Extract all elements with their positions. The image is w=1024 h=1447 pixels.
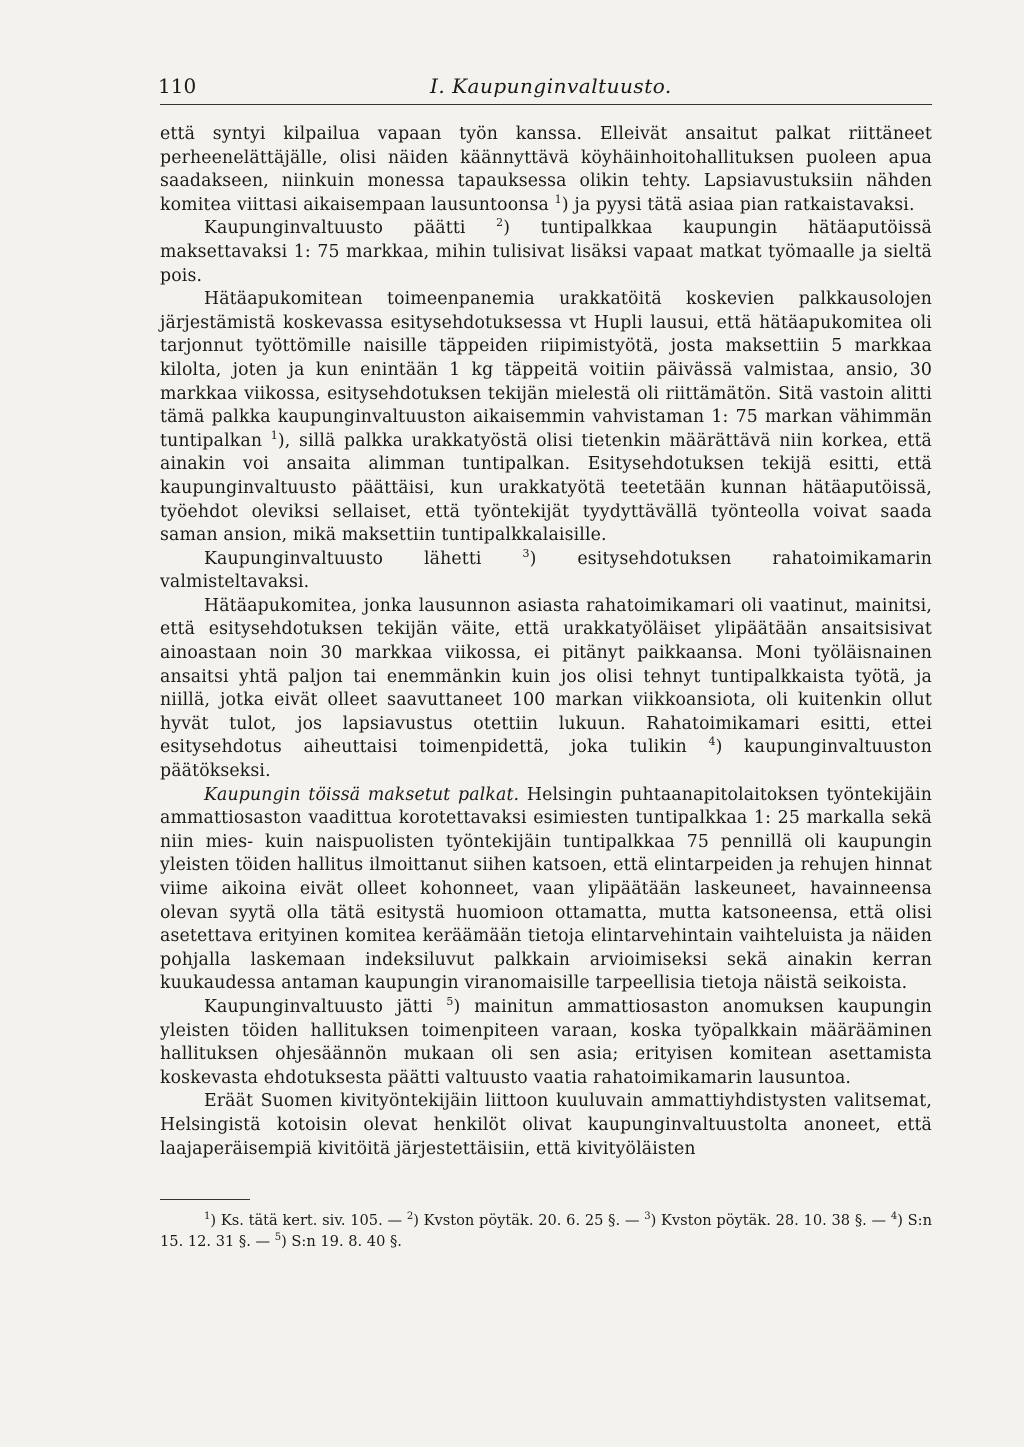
footnote-ref: 3 <box>522 546 530 560</box>
footnotes <box>160 1210 932 1252</box>
paragraph-text: ) esitysehdotuksen rahatoimikamarin valmisteltavaksi. <box>160 548 932 593</box>
footnote-ref: 1 <box>554 193 562 207</box>
document-page <box>160 72 932 1402</box>
paragraph-text: ) ja pyysi tätä asiaa pian ratkaistavaksi. <box>561 194 915 215</box>
footnote-text: ) S:n 19. 8. 40 §. <box>281 1233 402 1251</box>
running-title: I. Kaupunginvaltuusto. <box>430 74 672 98</box>
page-header <box>160 72 932 105</box>
paragraph <box>160 1090 932 1161</box>
paragraph-text: Hätäapukomitea, jonka lausunnon asiasta rahatoimikamari oli vaatinut, mainitsi, että esitysehdotuksen tekijän väite, että urakkatyöläiset ylipäätään ansaitsisivat ainoastaan noin 30 markkaa viikossa, ei pitänyt paikkaansa. Moni työläisnainen ansaitsi yhtä paljon tai enemmänkin kuin jos olisi tehnyt tuntipalkkaista työtä, ja niillä, jotka eivät olleet saavuttaneet 100 markan viikkoansiota, oli kuitenkin ollut hyvät tulot, jos lapsiavustus otettiin lukuun. Rahatoimikamari esitti, ettei esitysehdotus aiheuttaisi toimenpidettä, joka tulikin <box>160 595 932 758</box>
footnote-text: ) S:n 15. 12. 31 §. — <box>160 1212 932 1251</box>
paragraph-text: ) tuntipalkkaa kaupungin hätäaputöissä maksettavaksi 1: 75 markkaa, mihin tulisivat lisäksi vapaat matkat työmaalle ja sieltä pois. <box>160 218 933 286</box>
footnote-ref: 3 <box>644 1211 651 1223</box>
paragraph-text: Helsingin puhtaanapitolaitoksen työntekijäin ammattiosaston vaadittua korotettavaksi esimiesten tuntipalkkaa 1: 25 markalla sekä niin mies- kuin naispuolisten työntekijäin tuntipalkkaa 75 pennillä oli kaupungin yleisten töiden hallitus ilmoittanut siihen katsoen, että elintarpeiden ja rehujen hinnat viime aikoina eivät olleet kohonneet, vaan ylipäätään laskeuneet, havainneensa olevan syytä olla tätä esitystä huomioon ottamatta, mutta katsoneensa, että olisi asetettava erityinen komitea keräämään tietoja elintarvehintain vaihteluista ja näiden pohjalla laskemaan indeksiluvut palkkain arvioimiseksi sekä ainakin kerran kuukaudessa antaman kaupungin viranomaisille tarpeellisia tietoja näistä seikoista. <box>160 784 932 994</box>
paragraph-text: ) mainitun ammattiosaston anomuksen kaupungin yleisten töiden hallituksen toimenpiteen varaan, koska työpalkkain määrääminen hallituksen ohjesäännön mukaan oli sen asia; erityisen komitean asettamista koskevasta ehdotuksesta päätti valtuusto vaatia rahatoimikamarin lausuntoa. <box>160 996 932 1088</box>
paragraph-text: Eräät Suomen kivityöntekijäin liittoon kuuluvain ammattiyhdistysten valitsemat, Helsingistä kotoisin olevat henkilöt olivat kaupunginvaltuustolta anoneet, että laajaperäisempiä kivitöitä järjestettäisiin, että kivityöläisten <box>160 1091 932 1159</box>
footnote-text: ) Kvston pöytäk. 20. 6. 25 §. — <box>413 1212 645 1230</box>
body-text <box>160 123 932 1161</box>
footnote-ref: 2 <box>406 1211 414 1223</box>
footnote-ref: 4 <box>708 735 716 749</box>
footnote-ref: 5 <box>274 1232 282 1244</box>
paragraph-text: Kaupunginvaltuusto lähetti <box>204 548 523 569</box>
paragraph-text: ), sillä palkka urakkatyöstä olisi tietenkin määrättävä niin korkea, että ainakin voi ansaita alimman tuntipalkan. Esitysehdotuksen tekijä esitti, että kaupunginvaltuusto päättäisi, kun urakkatyötä teetetään kunnan hätäaputöissä, työehdot oleviksi sellaiset, että työntekijät tyydyttävällä työnteolla voivat saada saman ansion, mikä maksettiin tuntipalkkalaisille. <box>160 430 932 546</box>
footnote-rule <box>160 1199 250 1200</box>
paragraph-text: Kaupunginvaltuusto jätti <box>204 996 447 1017</box>
footnote-ref: 2 <box>496 216 504 230</box>
paragraph <box>160 123 932 217</box>
paragraph-text: Hätäapukomitean toimeenpanemia urakkatöitä koskevien palkkausolojen järjestämistä koskevassa esitysehdotuksessa vt Hupli lausui, että hätäapukomitea oli tarjonnut työttömille naisille täppeiden riipimistyötä, josta maksettiin 5 markkaa kilolta, joten ja kun enintään 1 kg täppeitä voitiin päivässä valmistaa, ansio, 30 markkaa viikossa, esitysehdotuksen tekijän mielestä oli riittämätön. Sitä vastoin alitti tämä palkka kaupunginvaltuuston aikaisemmin vahvistaman 1: 75 markan vähimmän tuntipalkan <box>160 289 932 451</box>
footnote-ref: 1 <box>204 1211 211 1223</box>
footnote-ref: 4 <box>890 1211 898 1223</box>
paragraph <box>160 784 932 996</box>
paragraph <box>160 288 932 548</box>
footnote-ref: 1 <box>270 428 278 442</box>
section-heading: Kaupungin töissä maksetut palkat. <box>204 784 520 805</box>
paragraph <box>160 217 932 288</box>
paragraph <box>160 595 932 784</box>
paragraph-text: Kaupunginvaltuusto päätti <box>204 218 497 239</box>
footnote-text: ) Ks. tätä kert. siv. 105. — <box>210 1212 407 1230</box>
paragraph-text: ) kaupunginvaltuuston päätökseksi. <box>160 737 932 782</box>
paragraph <box>160 548 932 595</box>
paragraph-text: että syntyi kilpailua vapaan työn kanssa. Elleivät ansaitut palkat riittäneet perheenelättäjälle, olisi näiden käännyttävä köyhäinhoitohallituksen puoleen apua saadakseen, niinkuin monessa tapauksessa olikin tehty. Lapsiavustuksiin nähden komitea viittasi aikaisempaan lausuntoonsa <box>160 124 932 215</box>
footnote-ref: 5 <box>446 995 454 1009</box>
footnote-text: ) Kvston pöytäk. 28. 10. 38 §. — <box>650 1212 891 1230</box>
paragraph <box>160 996 932 1090</box>
page-number: 110 <box>158 74 197 98</box>
